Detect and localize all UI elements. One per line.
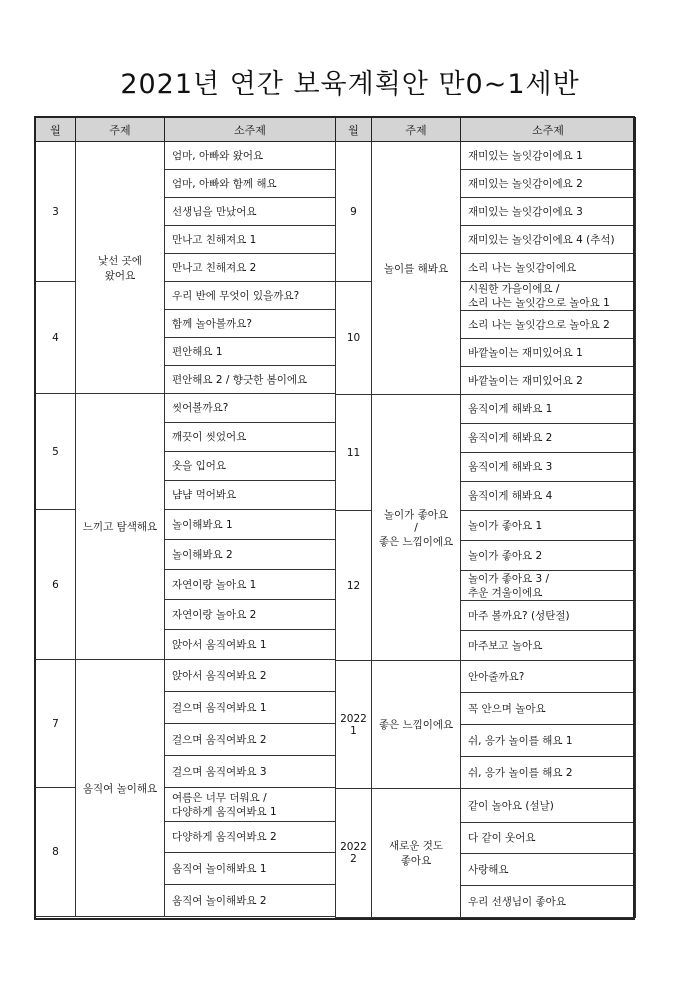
- subtheme-cell: 걸으며 움직여봐요 1: [165, 692, 336, 724]
- subtheme-cell: 냠냠 먹어봐요: [165, 481, 336, 510]
- subtheme-cell: 소리 나는 놀잇감으로 놀아요 2: [461, 311, 636, 339]
- subtheme-cell: 만나고 친해져요 1: [165, 226, 336, 254]
- month-year: 2022: [340, 712, 367, 725]
- subtheme-cell: 우리 반에 무엇이 있을까요?: [165, 282, 336, 310]
- subtheme-cell: 옷을 입어요: [165, 452, 336, 481]
- month-cell: 3: [36, 142, 76, 282]
- theme-line: 좋은 느낌이에요: [378, 535, 454, 548]
- subtheme-cell: 움직여 놀이해봐요 2: [165, 885, 336, 917]
- subtheme-cell: 함께 놀아볼까요?: [165, 310, 336, 338]
- subtheme-cell: 꼭 안으며 놀아요: [461, 693, 636, 725]
- subtheme-cell: 쉬, 응가 놀이를 해요 1: [461, 725, 636, 757]
- header-subtheme: 소주제: [165, 118, 336, 142]
- subtheme-cell: 만나고 친해져요 2: [165, 254, 336, 282]
- subtheme-cell: 엄마, 아빠와 함께 해요: [165, 170, 336, 198]
- subtheme-cell: 움직이게 해봐요 2: [461, 424, 636, 453]
- subtheme-cell: 선생님을 만났어요: [165, 198, 336, 226]
- subtheme-cell: 놀이가 좋아요 2: [461, 541, 636, 571]
- month-cell: [336, 661, 372, 789]
- subtheme-cell: 바깥놀이는 재미있어요 1: [461, 339, 636, 367]
- subtheme-cell: 마주 볼까요? (성탄절): [461, 601, 636, 631]
- theme-line: 낯선 곳에: [98, 254, 142, 267]
- theme-cell: 좋은 느낌이에요: [372, 661, 461, 789]
- subtheme-cell: 다 같이 웃어요: [461, 823, 636, 854]
- theme-line: 새로운 것도: [388, 840, 444, 852]
- month-cell: 4: [36, 282, 76, 394]
- header-theme: 주제: [76, 118, 165, 142]
- subtheme-line: 여름은 너무 더워요 /: [172, 791, 267, 804]
- subtheme-line: 놀이가 좋아요 3 /: [468, 572, 550, 585]
- subtheme-cell: 놀이해봐요 1: [165, 510, 336, 540]
- plan-table-left: [35, 117, 336, 917]
- subtheme-cell: 움직여 놀이해봐요 1: [165, 853, 336, 885]
- subtheme-cell: 걸으며 움직여봐요 2: [165, 724, 336, 756]
- subtheme-cell: 재미있는 놀잇감이에요 4 (추석): [461, 226, 636, 254]
- subtheme-cell: 재미있는 놀잇감이에요 1: [461, 142, 636, 170]
- month-cell: 5: [36, 394, 76, 510]
- subtheme-cell: 같이 놀아요 (설날): [461, 789, 636, 823]
- subtheme-cell: 편안해요 2 / 향긋한 봄이에요: [165, 366, 336, 394]
- subtheme-cell: 재미있는 놀잇감이에요 2: [461, 170, 636, 198]
- subtheme-cell: 움직이게 해봐요 3: [461, 453, 636, 482]
- subtheme-cell: 사랑해요: [461, 854, 636, 886]
- header-subtheme: 소주제: [461, 118, 636, 142]
- subtheme-line: 다양하게 움직여봐요 1: [172, 805, 277, 818]
- subtheme-line: 시원한 가을이에요 /: [468, 283, 560, 295]
- header-month: 월: [36, 118, 76, 142]
- subtheme-cell: 다양하게 움직여봐요 2: [165, 822, 336, 853]
- subtheme-cell: 바깥놀이는 재미있어요 2: [461, 367, 636, 395]
- theme-cell: 움직여 놀이해요: [76, 660, 165, 917]
- subtheme-cell: 놀이가 좋아요 1: [461, 511, 636, 541]
- theme-line: /: [414, 521, 418, 534]
- subtheme-line: 추운 겨울이에요: [468, 586, 543, 599]
- subtheme-cell: 안아줄까요?: [461, 661, 636, 693]
- subtheme-cell: 움직이게 해봐요 4: [461, 482, 636, 511]
- subtheme-cell: 놀이해봐요 2: [165, 540, 336, 570]
- subtheme-cell: [461, 571, 636, 601]
- subtheme-cell: 씻어볼까요?: [165, 394, 336, 423]
- header-month: 월: [336, 118, 372, 142]
- subtheme-line: 소리 나는 놀잇감으로 놀아요 1: [468, 297, 610, 309]
- plan-table-right: [335, 117, 636, 918]
- month-year: 2022: [340, 841, 367, 853]
- theme-line: 좋아요: [400, 855, 432, 867]
- theme-cell: [76, 142, 165, 394]
- subtheme-cell: 움직이게 해봐요 1: [461, 395, 636, 424]
- subtheme-cell: 편안해요 1: [165, 338, 336, 366]
- theme-cell: 느끼고 탐색해요: [76, 394, 165, 660]
- theme-cell: 놀이를 해봐요: [372, 142, 461, 395]
- subtheme-cell: 자연이랑 놀아요 1: [165, 570, 336, 600]
- theme-line: 왔어요: [104, 269, 136, 282]
- subtheme-cell: 깨끗이 씻었어요: [165, 423, 336, 452]
- month-number: 2: [350, 853, 357, 865]
- month-cell: 10: [336, 282, 372, 395]
- month-cell: 8: [36, 788, 76, 917]
- subtheme-cell: [165, 788, 336, 822]
- month-cell: 11: [336, 395, 372, 511]
- month-cell: 7: [36, 660, 76, 788]
- subtheme-cell: 걸으며 움직여봐요 3: [165, 756, 336, 788]
- month-cell: [336, 789, 372, 918]
- subtheme-cell: [461, 282, 636, 311]
- header-theme: 주제: [372, 118, 461, 142]
- month-cell: 6: [36, 510, 76, 660]
- subtheme-cell: 엄마, 아빠와 왔어요: [165, 142, 336, 170]
- subtheme-cell: 앉아서 움직여봐요 2: [165, 660, 336, 692]
- theme-cell: [372, 395, 461, 661]
- month-number: 1: [350, 724, 357, 737]
- subtheme-cell: 앉아서 움직여봐요 1: [165, 630, 336, 660]
- theme-cell: [372, 789, 461, 918]
- subtheme-cell: 소리 나는 놀잇감이에요: [461, 254, 636, 282]
- month-cell: 9: [336, 142, 372, 282]
- subtheme-cell: 우리 선생님이 좋아요: [461, 886, 636, 918]
- theme-line: 놀이가 좋아요: [383, 508, 449, 521]
- month-cell: 12: [336, 511, 372, 661]
- subtheme-cell: 마주보고 놀아요: [461, 631, 636, 661]
- subtheme-cell: 자연이랑 놀아요 2: [165, 600, 336, 630]
- page-title: 2021년 연간 보육계획안 만0~1세반: [120, 69, 580, 100]
- subtheme-cell: 쉬, 응가 놀이를 해요 2: [461, 757, 636, 789]
- subtheme-cell: 재미있는 놀잇감이에요 3: [461, 198, 636, 226]
